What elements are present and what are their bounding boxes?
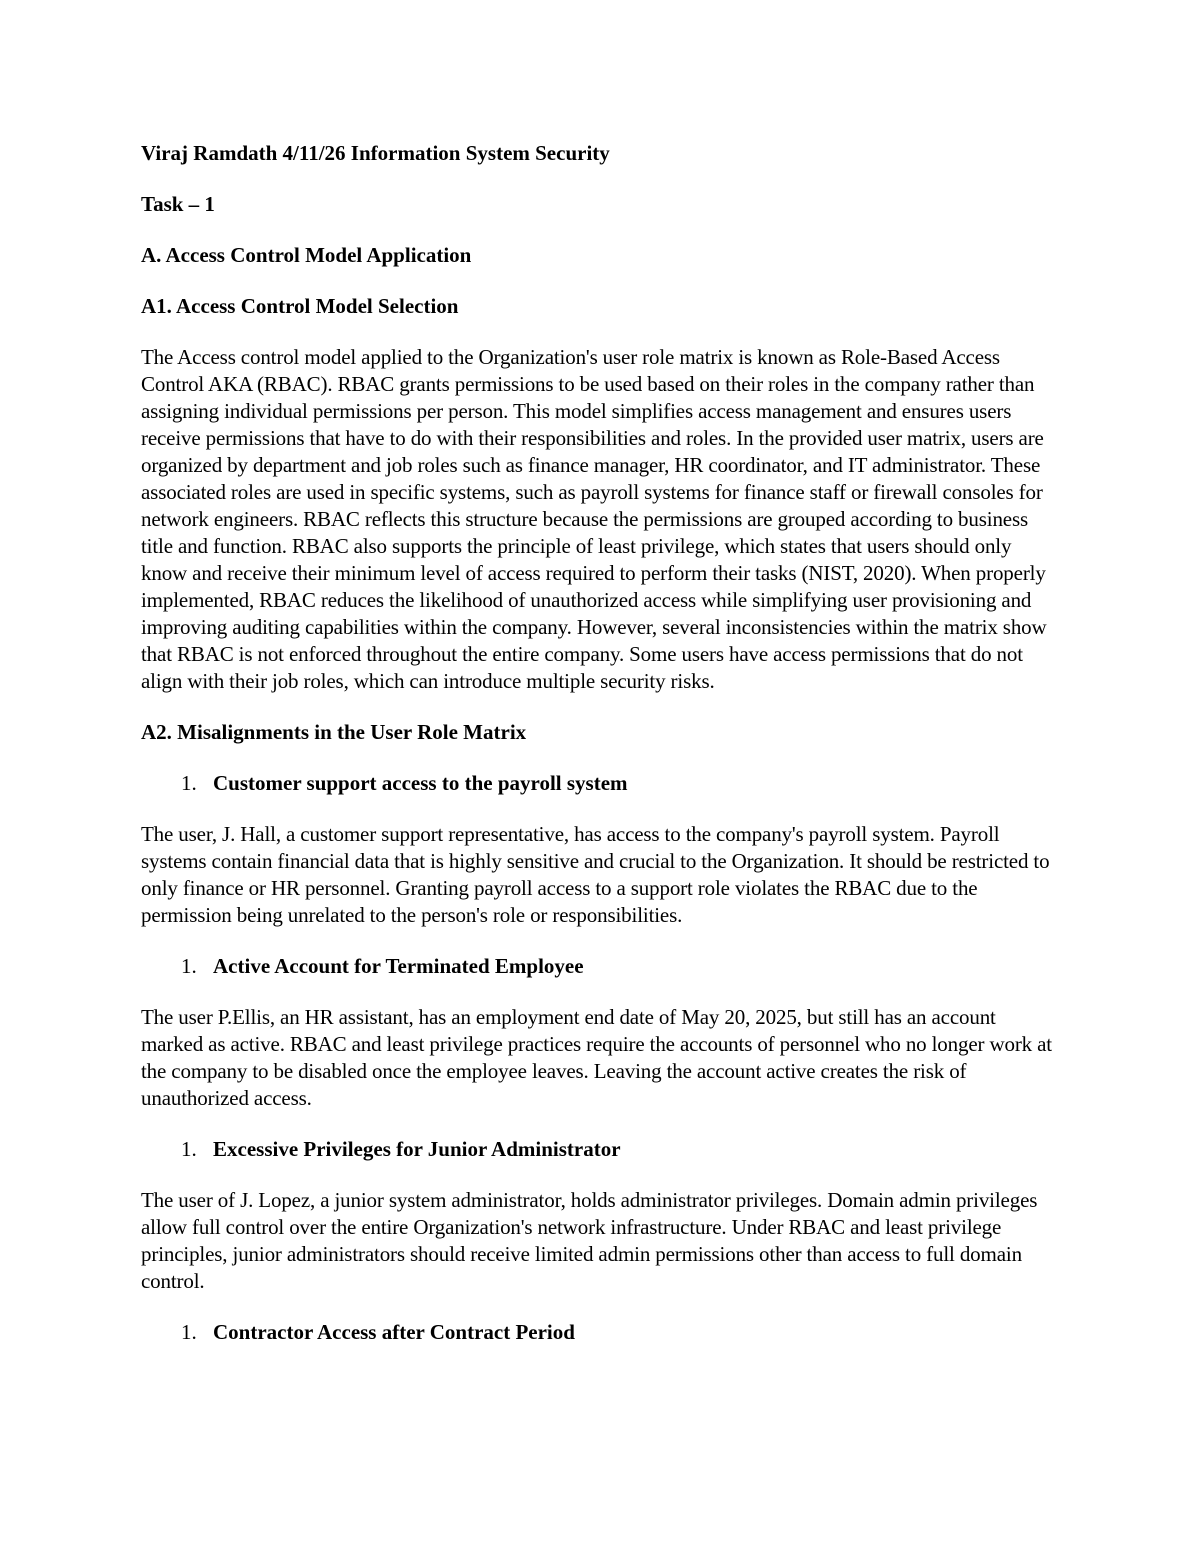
a1-paragraph: The Access control model applied to the Organization's user role matrix is known as Role-Based Access Control AKA (RBAC). RBAC grants permissions to be used based on their roles in the company rather than assigning individual permissions per person. This model simplifies access management and ensures users receive permissions that have to do with their responsibilities and roles. In the provided user matrix, users are organized by department and job roles such as finance manager, HR coordinator, and IT administrator. These associated roles are used in specific systems, such as payroll systems for finance staff or firewall consoles for network engineers. RBAC reflects this structure because the permissions are grouped according to business title and function. RBAC also supports the principle of least privilege, which states that users should only know and receive their minimum level of access required to perform their tasks (NIST, 2020). When properly implemented, RBAC reduces the likelihood of unauthorized access while simplifying user provisioning and improving auditing capabilities within the company. However, several inconsistencies within the matrix show that RBAC is not enforced throughout the entire company. Some users have access permissions that do not align with their job roles, which can introduce multiple security risks.	[141, 345, 1047, 693]
list-item-title: Excessive Privileges for Junior Administrator	[213, 1137, 621, 1161]
list-item-terminated	[141, 953, 1061, 980]
list-number: 1.	[181, 1137, 197, 1161]
document-header-line: Viraj Ramdath 4/11/26 Information System Security	[141, 141, 610, 165]
item-paragraph-payroll: The user, J. Hall, a customer support representative, has access to the company's payroll system. Payroll systems contain financial data that is highly sensitive and crucial to the Organization. It should be restricted to only finance or HR personnel. Granting payroll access to a support role violates the RBAC due to the permission being unrelated to the person's role or responsibilities.	[141, 822, 1050, 927]
list-item-title: Contractor Access after Contract Period	[213, 1320, 575, 1344]
list-item-title: Customer support access to the payroll system	[213, 771, 628, 795]
list-item-junior-admin	[141, 1136, 1061, 1163]
item-paragraph-junior-admin: The user of J. Lopez, a junior system administrator, holds administrator privileges. Domain admin privileges allow full control over the entire Organization's network infrastructure. Under RBAC and least privilege principles, junior administrators should receive limited admin permissions other than access to full domain control.	[141, 1188, 1038, 1293]
list-number: 1.	[181, 1320, 197, 1344]
list-item-payroll	[141, 770, 1061, 797]
item-paragraph-terminated: The user P.Ellis, an HR assistant, has an employment end date of May 20, 2025, but still has an account marked as active. RBAC and least privilege practices require the accounts of personnel who no longer work at the company to be disabled once the employee leaves. Leaving the account active creates the risk of unauthorized access.	[141, 1005, 1052, 1110]
list-item-contractor	[141, 1319, 1061, 1346]
list-number: 1.	[181, 771, 197, 795]
list-number: 1.	[181, 954, 197, 978]
list-item-title: Active Account for Terminated Employee	[213, 954, 584, 978]
section-a2-heading: A2. Misalignments in the User Role Matrix	[141, 720, 527, 744]
section-a-heading: A. Access Control Model Application	[141, 243, 472, 267]
document-page	[141, 140, 1061, 1370]
section-a1-heading: A1. Access Control Model Selection	[141, 294, 459, 318]
task-heading: Task – 1	[141, 192, 215, 216]
